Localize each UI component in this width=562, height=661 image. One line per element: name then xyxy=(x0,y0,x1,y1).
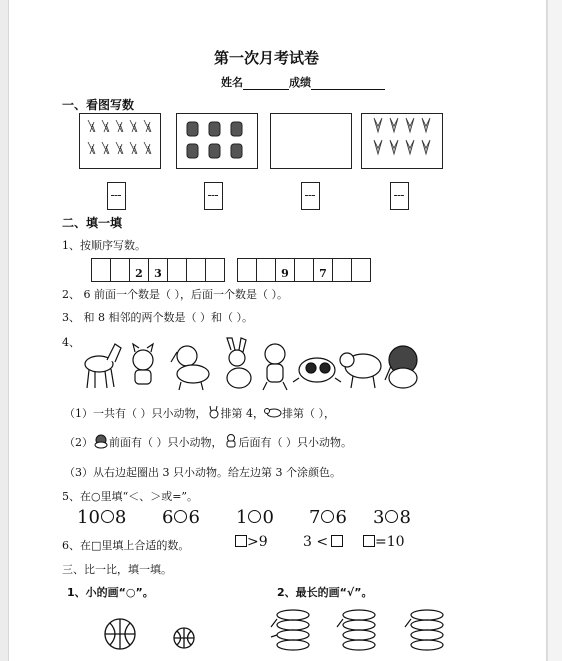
rabbit-icon xyxy=(227,338,251,388)
picture-box-4 xyxy=(361,113,443,169)
rabbit-small-icon xyxy=(207,405,221,419)
answer-box-1[interactable] xyxy=(107,182,126,210)
horse-icon xyxy=(85,344,121,388)
elephant-small-icon xyxy=(93,434,109,448)
compare-right: 0 xyxy=(262,507,274,528)
seq1-cell[interactable] xyxy=(205,258,225,282)
picture-box-2 xyxy=(176,113,258,169)
q4-1-text-b: 排第 4， xyxy=(220,407,264,420)
seq2-cell[interactable] xyxy=(256,258,276,282)
seq2-cell[interactable]: 7 xyxy=(313,258,333,282)
question-1: 1、按顺序写数。 xyxy=(62,239,146,252)
sequence-grid-1 xyxy=(92,258,225,282)
sheep-icon xyxy=(340,353,381,388)
section-3-heading: 三、比一比，填一填。 xyxy=(62,563,172,576)
q4-1-text-c: 排第（ ）， xyxy=(282,407,335,420)
q4-2-text-c: 后面有（ ）只小动物。 xyxy=(238,436,352,449)
question-6: 6、在□里填上合适的数。 xyxy=(62,539,190,552)
q4-1-text-a: （1）一共有（ ）只小动物， xyxy=(64,407,207,420)
fill-text: =10 xyxy=(375,534,405,550)
page-title: 第一次月考试卷 xyxy=(214,49,320,67)
compare-left: 7 xyxy=(309,507,321,528)
score-label: 成绩 xyxy=(289,76,311,89)
answer-box-4[interactable] xyxy=(390,182,409,210)
answer-box-2[interactable] xyxy=(204,182,223,210)
seq1-cell[interactable]: 3 xyxy=(148,258,168,282)
seq2-cell[interactable] xyxy=(237,258,257,282)
compare-left: 6 xyxy=(162,507,174,528)
animals-row-illustration xyxy=(81,336,421,394)
compare-circle[interactable] xyxy=(385,510,398,523)
grasshoppers-illustration xyxy=(80,114,160,168)
section-2-heading: 二、填一填 xyxy=(62,216,123,230)
basketball-small-icon xyxy=(174,628,194,648)
q4-2-text-b: 前面有（ ）只小动物， xyxy=(109,436,223,449)
fill-text: 3 < xyxy=(303,534,329,550)
fill-item-a xyxy=(235,534,268,550)
monkey-small-icon xyxy=(223,434,239,448)
compare-circle[interactable] xyxy=(101,510,114,523)
seq1-cell[interactable] xyxy=(186,258,206,282)
seq1-cell[interactable]: 2 xyxy=(129,258,149,282)
elephant-icon xyxy=(385,346,417,388)
monkey-icon xyxy=(263,344,287,390)
fill-text: >9 xyxy=(247,534,268,550)
compare-circle[interactable] xyxy=(321,510,334,523)
seq2-cell[interactable] xyxy=(332,258,352,282)
fill-square[interactable] xyxy=(363,535,375,547)
compare-left: 1 xyxy=(236,507,248,528)
question-2: 2、 6 前面一个数是（ ），后面一个数是（ ）。 xyxy=(62,288,288,301)
fill-square[interactable] xyxy=(331,535,343,547)
flowers-illustration xyxy=(362,114,442,168)
compare-left: 3 xyxy=(373,507,385,528)
seq1-cell[interactable] xyxy=(167,258,187,282)
seq1-cell[interactable] xyxy=(91,258,111,282)
compare-circle[interactable] xyxy=(174,510,187,523)
compare-right: 8 xyxy=(399,507,411,528)
jars-illustration xyxy=(177,114,257,168)
name-label: 姓名 xyxy=(221,76,243,89)
compare-right: 6 xyxy=(188,507,200,528)
sequence-grid-2 xyxy=(238,258,371,282)
section-3-sub-2: 2、最长的画“√”。 xyxy=(277,586,373,599)
answer-box-3[interactable] xyxy=(301,182,320,210)
spring-3-icon xyxy=(405,610,443,650)
score-blank[interactable] xyxy=(311,77,385,90)
dog-icon xyxy=(171,346,209,390)
compare-item xyxy=(309,507,347,528)
question-4-part-2 xyxy=(64,434,352,450)
cat-icon xyxy=(133,344,153,384)
picture-box-3-empty xyxy=(270,113,352,169)
spring-1-icon xyxy=(271,610,309,650)
spring-2-icon xyxy=(337,610,375,650)
basketball-large-icon xyxy=(105,619,135,649)
section-3-sub-1: 1、小的画“○”。 xyxy=(67,586,154,599)
q4-2-text-a: （2） xyxy=(64,436,93,449)
springs-illustration xyxy=(271,607,461,657)
section-1-heading: 一、看图写数 xyxy=(62,98,135,112)
turtle-icon xyxy=(293,358,341,382)
seq1-cell[interactable] xyxy=(110,258,130,282)
picture-box-1 xyxy=(79,113,161,169)
compare-item xyxy=(162,507,200,528)
compare-item xyxy=(373,507,411,528)
compare-item xyxy=(77,507,126,528)
compare-circle[interactable] xyxy=(248,510,261,523)
vertical-scrollbar[interactable] xyxy=(547,0,562,661)
question-3: 3、 和 8 相邻的两个数是（ ）和（ ）。 xyxy=(62,311,253,324)
seq2-cell[interactable] xyxy=(294,258,314,282)
name-score-line xyxy=(221,74,385,90)
exam-page xyxy=(8,0,547,661)
question-4-part-3: （3）从右边起圈出 3 只小动物。给左边第 3 个涂颜色。 xyxy=(64,466,341,479)
balls-illustration xyxy=(104,614,214,654)
fill-item-b xyxy=(303,534,343,550)
question-5: 5、在○里填“＜、＞或=”。 xyxy=(62,490,199,503)
seq2-cell[interactable] xyxy=(351,258,371,282)
compare-right: 6 xyxy=(335,507,347,528)
fill-item-c xyxy=(363,534,405,550)
sheep-small-icon xyxy=(264,405,282,419)
fill-square[interactable] xyxy=(235,535,247,547)
compare-right: 8 xyxy=(114,507,127,528)
name-blank[interactable] xyxy=(243,77,289,90)
compare-item xyxy=(236,507,274,528)
question-4-part-1 xyxy=(64,405,335,421)
compare-left: 10 xyxy=(77,507,100,528)
seq2-cell[interactable]: 9 xyxy=(275,258,295,282)
question-4: 4、 xyxy=(62,336,80,349)
